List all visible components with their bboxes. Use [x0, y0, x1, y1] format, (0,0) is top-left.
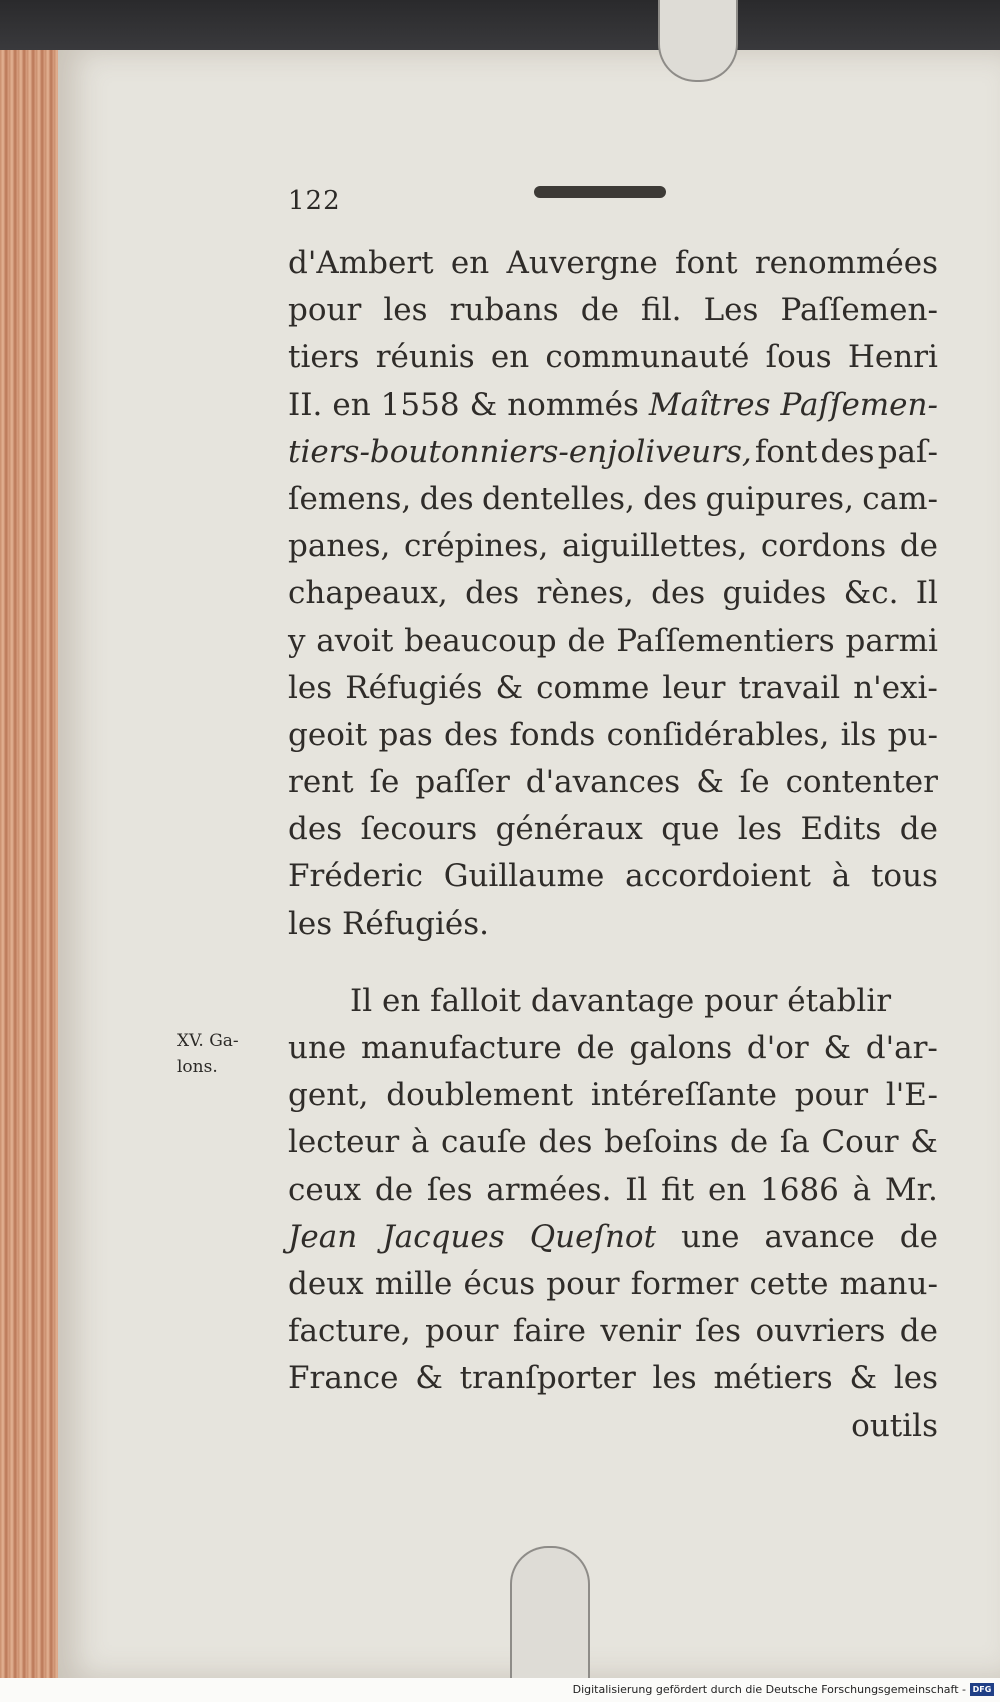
word: 1686 [760, 1171, 839, 1208]
word: galons [629, 1030, 733, 1066]
word: & [910, 1124, 938, 1161]
text-line-14 [288, 853, 938, 900]
margin-note-line-2: lons. [177, 1057, 218, 1077]
word: renommées [754, 245, 938, 281]
word: de [374, 1171, 414, 1208]
word: panes, [288, 528, 391, 565]
word: des [288, 811, 343, 848]
word: de [729, 1124, 769, 1161]
word: Paſſementiers [616, 622, 835, 659]
word: de [580, 292, 619, 329]
word: aiguillettes, [561, 528, 748, 565]
page-number: 122 [288, 186, 341, 216]
word: pas [378, 716, 433, 753]
dfg-logo: DFG [970, 1683, 994, 1696]
word: nommés [507, 386, 639, 423]
word: à [852, 1171, 872, 1208]
word: Edits [800, 811, 882, 848]
word: d'avances [525, 764, 681, 801]
text-line-11 [288, 712, 938, 759]
text-line-22 [288, 1261, 938, 1308]
word: rènes, [536, 575, 634, 612]
word: des [538, 1124, 593, 1161]
word: Queſnot [529, 1218, 657, 1255]
word: d'or [746, 1030, 809, 1066]
word: avance [764, 1218, 875, 1255]
word: les [893, 1360, 938, 1397]
word: paſſer [415, 764, 510, 801]
word: n'exi- [853, 669, 938, 706]
body-text [288, 240, 938, 1450]
word: en [332, 386, 371, 423]
word: Il [625, 1171, 648, 1208]
text-line-4 [288, 382, 938, 429]
word: de [899, 811, 938, 848]
text-line-18 [288, 1072, 938, 1119]
text-line-12 [288, 759, 938, 806]
word: Guillaume [443, 858, 605, 895]
word: les [652, 1360, 697, 1397]
word: conſidérables, [606, 716, 830, 753]
word: mille [374, 1265, 453, 1302]
word: leur [662, 669, 726, 706]
word: beaucoup [404, 622, 557, 659]
word: former [630, 1265, 739, 1302]
word: armées. [486, 1171, 612, 1208]
word: geoit [288, 716, 368, 753]
text-line-3 [288, 334, 938, 381]
word: facture, [288, 1313, 411, 1350]
word: Jean [288, 1218, 358, 1255]
word: contenter [785, 764, 938, 801]
word: guides [722, 575, 827, 612]
word: & [823, 1030, 852, 1066]
word: métiers [713, 1360, 833, 1397]
word: ouvriers [755, 1313, 886, 1350]
word: y [288, 622, 306, 659]
word: réunis [375, 339, 475, 376]
word: dentelles, [481, 480, 635, 517]
word: les [383, 292, 428, 329]
word: ſemens, [288, 480, 412, 517]
word: & [495, 669, 524, 706]
word: en [450, 245, 490, 281]
word: à [410, 1124, 430, 1161]
word: & [415, 1360, 443, 1397]
word: manu- [839, 1265, 938, 1302]
word: pour [794, 1077, 869, 1114]
text-line-7 [288, 523, 938, 570]
word: ſes [695, 1313, 742, 1350]
word: lecteur [288, 1124, 400, 1161]
word: ſes [426, 1171, 473, 1208]
word: cauſe [441, 1124, 527, 1161]
word: en [490, 339, 530, 376]
word: II. [288, 386, 323, 423]
word: beſoins [604, 1124, 719, 1161]
word: rubans [449, 292, 559, 329]
word: font [674, 245, 738, 281]
text-line-21 [288, 1214, 938, 1261]
margin-note [177, 1028, 239, 1080]
text-line-2 [288, 287, 938, 334]
word: les [737, 811, 783, 848]
text-line-20 [288, 1167, 938, 1214]
word: cordons [760, 528, 887, 565]
word: en [707, 1171, 747, 1208]
word: des [444, 716, 499, 753]
page-clip-top [658, 0, 738, 82]
word: tiers-boutonniers-enjoliveurs, [288, 433, 752, 470]
word: Paſſemen- [780, 386, 938, 423]
word: l'E- [885, 1077, 938, 1114]
word: de [899, 1218, 938, 1255]
word: cette [749, 1265, 829, 1302]
word: doublement [386, 1077, 574, 1114]
word: tous [870, 858, 938, 895]
word: Jacques [382, 1218, 505, 1255]
word: de [899, 528, 938, 565]
text-line-19 [288, 1119, 938, 1166]
word: avoit [316, 622, 394, 659]
word: deux [288, 1265, 364, 1302]
word: Paſſemen- [780, 292, 938, 329]
word: ſecours [360, 811, 478, 848]
word: & [696, 764, 724, 801]
word: ils [840, 716, 877, 753]
text-line-8 [288, 570, 938, 617]
word: écus [463, 1265, 536, 1302]
word: Mr. [884, 1171, 938, 1208]
word: d'ar- [865, 1030, 938, 1066]
word: à [831, 858, 851, 895]
word: &c. [843, 575, 899, 612]
word: Cour [821, 1124, 899, 1161]
word: Réfugiés [345, 669, 483, 706]
word: faire [512, 1313, 586, 1350]
word: tranſporter [459, 1360, 636, 1397]
word: cam- [862, 480, 938, 517]
word: accordoient [625, 858, 811, 895]
word: pour [288, 292, 362, 329]
word: manufacture [361, 1030, 562, 1066]
text-line-13 [288, 806, 938, 853]
page-clip-bottom [510, 1546, 590, 1678]
word: fil. [641, 292, 682, 329]
word: une [288, 1030, 347, 1066]
word: paſ- [877, 433, 938, 470]
word: tiers [288, 339, 360, 376]
word: fonds [509, 716, 596, 753]
word: les [288, 669, 333, 706]
word: ſe [369, 764, 400, 801]
word: ſe [739, 764, 770, 801]
word: des [820, 433, 875, 470]
word: une [681, 1218, 740, 1255]
text-line-5 [288, 429, 938, 476]
word: Maîtres [648, 386, 771, 423]
text-line-9 [288, 618, 938, 665]
word: Auvergne [506, 245, 658, 281]
word: ſous [765, 339, 832, 376]
word: Les [703, 292, 759, 329]
scanner-background-top [0, 0, 1000, 56]
word: des [651, 575, 706, 612]
word: pu- [887, 716, 938, 753]
word: des [419, 480, 474, 517]
text-line-24 [288, 1355, 938, 1402]
word: gent, [288, 1077, 369, 1114]
word: France [288, 1360, 399, 1397]
word: rent [288, 764, 354, 801]
word: intéreſſante [590, 1077, 777, 1114]
word: Il [915, 575, 938, 612]
word: venir [600, 1313, 681, 1350]
word: guipures, [705, 480, 854, 517]
text-line-15: les Réfugiés. [288, 905, 490, 942]
word: & [849, 1360, 878, 1397]
word: des [465, 575, 520, 612]
word: de [576, 1030, 615, 1066]
word: des [643, 480, 698, 517]
word: ſa [779, 1124, 810, 1161]
text-line-6 [288, 476, 938, 523]
word: chapeaux, [288, 575, 448, 612]
word: que [661, 811, 720, 848]
text-line-16: Il en falloit davantage pour établir [350, 982, 892, 1019]
text-line-10 [288, 665, 938, 712]
header-ornament [534, 186, 666, 198]
footer-credit: Digitalisierung gefördert durch die Deutsche Forschungsgemeinschaft - [572, 1683, 966, 1696]
word: de [899, 1313, 938, 1350]
word: Henri [847, 339, 938, 376]
text-line-1 [288, 240, 938, 287]
word: parmi [845, 622, 938, 659]
word: généraux [495, 811, 643, 848]
word: Fréderic [288, 858, 423, 895]
word: de [567, 622, 606, 659]
word: pour [546, 1265, 620, 1302]
word: pour [425, 1313, 499, 1350]
word: d'Ambert [288, 245, 434, 281]
word: comme [536, 669, 650, 706]
word: ceux [288, 1171, 362, 1208]
word: communauté [545, 339, 750, 376]
text-line-25: outils [851, 1407, 938, 1444]
word: fit [661, 1171, 695, 1208]
word: font [754, 433, 818, 470]
margin-note-line-1: XV. Ga- [177, 1031, 239, 1051]
text-line-17 [288, 1025, 938, 1072]
text-line-23 [288, 1308, 938, 1355]
word: 1558 [380, 386, 460, 423]
word: & [469, 386, 498, 423]
word: crépines, [404, 528, 549, 565]
word: travail [738, 669, 841, 706]
